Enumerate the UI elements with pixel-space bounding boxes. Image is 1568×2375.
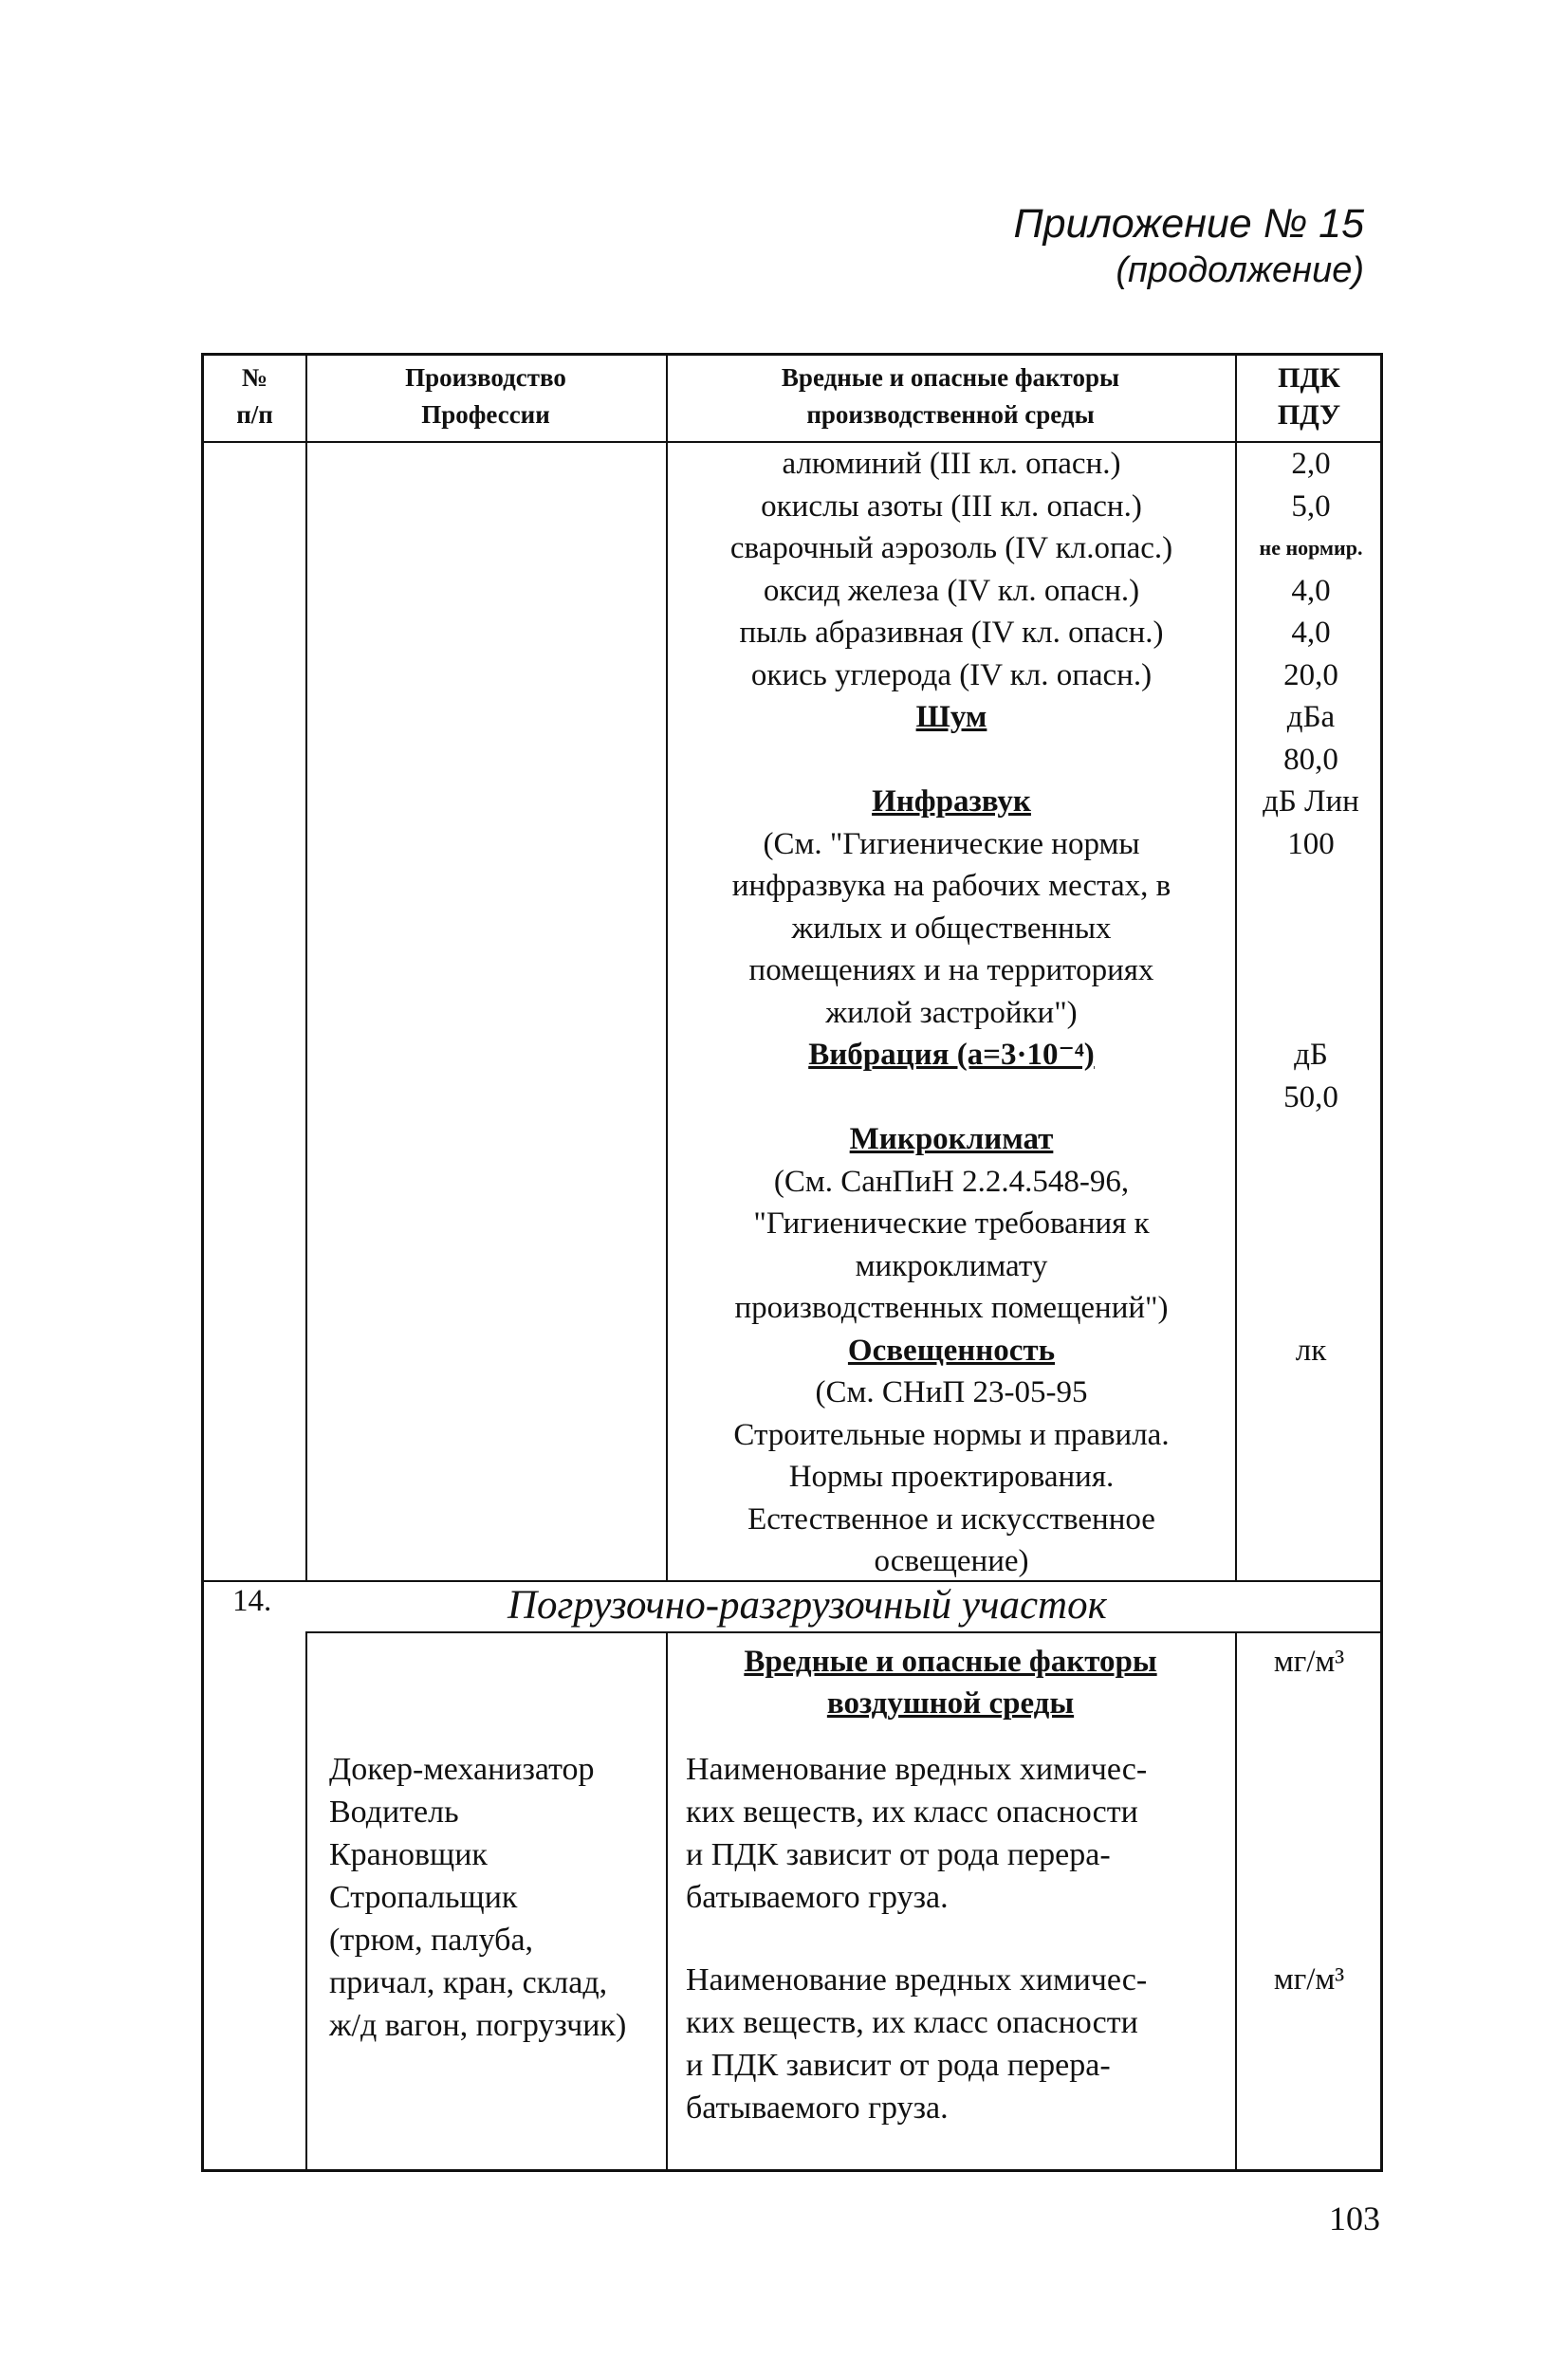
profession-item: (трюм, палуба, — [329, 1923, 534, 1958]
limit-value: дБа — [1286, 700, 1336, 734]
factor-row: производственных помещений") — [734, 1291, 1169, 1325]
limit-value: 20,0 — [1283, 657, 1338, 692]
limit-value — [1236, 1372, 1386, 1414]
factor-row: сварочный аэрозоль (IV кл.опас.) — [729, 531, 1173, 565]
note2-unit: мг/м³ — [1273, 1962, 1345, 1997]
section-number: 14. — [232, 1584, 272, 1618]
limits-column — [1236, 443, 1386, 1583]
col-divider-1 — [305, 356, 307, 1582]
limit-value: дБ — [1294, 1038, 1328, 1072]
profession-item: Водитель — [329, 1795, 459, 1830]
limit-value — [1236, 1540, 1386, 1583]
factor-row: жилой застройки") — [825, 995, 1078, 1030]
limit-value: 4,0 — [1291, 616, 1331, 650]
profession-item: Докер-механизатор — [329, 1752, 595, 1787]
header-num-line1: № — [241, 363, 268, 392]
factor-row: освещение) — [874, 1544, 1029, 1578]
limit-value: 50,0 — [1283, 1079, 1338, 1114]
factor-row: алюминий (III кл. опасн.) — [782, 447, 1121, 481]
header-profession-line1: Производство — [405, 363, 566, 392]
factor-row: (См. СНиП 23-05-95 — [815, 1375, 1088, 1409]
section-subheader-line2: воздушной среды — [826, 1686, 1075, 1721]
limit-value — [1236, 1456, 1386, 1499]
limit-value: 2,0 — [1291, 447, 1331, 481]
factor-row: (См. СанПиН 2.2.4.548-96, — [773, 1164, 1130, 1199]
header-profession — [305, 359, 666, 433]
appendix-heading — [1014, 199, 1365, 293]
factor-row: инфразвука на рабочих местах, в — [731, 869, 1171, 903]
note-line: батываемого груза. — [686, 1880, 949, 1915]
limit-value: 5,0 — [1291, 488, 1331, 524]
note-line: батываемого груза. — [686, 2090, 949, 2126]
factor-row: (См. "Гигиенические нормы — [763, 826, 1140, 861]
profession-list — [329, 1748, 626, 2047]
header-factors — [666, 359, 1235, 433]
factor-row: Нормы проектирования. — [788, 1460, 1115, 1494]
factor-row: помещениях и на территориях — [748, 953, 1154, 987]
col-divider-1b — [305, 1631, 307, 2172]
note-line: и ПДК зависит от рода перера- — [686, 2048, 1111, 2083]
limit-value — [1236, 1203, 1386, 1245]
limit-value — [1236, 1414, 1386, 1457]
factors-column — [667, 443, 1236, 1583]
factor-row: микроклимату — [855, 1248, 1048, 1283]
hazards-table — [201, 353, 1383, 2172]
factor-row: оксид железа (IV кл. опасн.) — [763, 573, 1140, 608]
limit-value: 100 — [1287, 826, 1335, 861]
section-subheader-line1: Вредные и опасные факторы — [744, 1645, 1157, 1679]
limit-value — [1236, 992, 1386, 1035]
section-title: Погрузочно-разгрузочный участок — [507, 1583, 1107, 1628]
factor-row: окислы азоты (III кл. опасн.) — [761, 488, 1142, 524]
header-num — [204, 359, 305, 433]
factor-row: пыль абразивная (IV кл. опасн.) — [739, 616, 1164, 650]
factor-row: Строительные нормы и правила. — [733, 1417, 1170, 1452]
factor-heading-vibration: Вибрация (а=3·10⁻⁴) — [808, 1038, 1095, 1072]
note-line: ких веществ, их класс опасности — [686, 1795, 1138, 1830]
note-line: Наименование вредных химичес- — [686, 1752, 1148, 1787]
limit-value — [1236, 1118, 1386, 1161]
note-line: и ПДК зависит от рода перера- — [686, 1837, 1111, 1872]
profession-item: Крановщик — [329, 1837, 488, 1872]
header-limit-line1: ПДК — [1278, 362, 1340, 394]
profession-item: ж/д вагон, погрузчик) — [329, 2008, 627, 2043]
header-limit — [1235, 359, 1383, 433]
section-subheader — [666, 1641, 1235, 1724]
chemicals-note-2 — [686, 1959, 1147, 2129]
limit-value — [1236, 949, 1386, 992]
factor-heading-noise: Шум — [915, 700, 987, 734]
limit-value — [1236, 1499, 1386, 1541]
limit-value: дБ Лин — [1263, 784, 1359, 819]
header-profession-line2: Профессии — [421, 400, 550, 429]
profession-item: Стропальщик — [329, 1880, 518, 1915]
header-factors-line1: Вредные и опасные факторы — [781, 363, 1120, 392]
limit-value — [1236, 1245, 1386, 1288]
note-line: ких веществ, их класс опасности — [686, 2005, 1138, 2040]
factor-row: жилых и общественных — [791, 911, 1112, 946]
page-number: 103 — [1329, 2200, 1380, 2237]
limit-value: 80,0 — [1283, 742, 1338, 777]
factor-row: окись углерода (IV кл. опасн.) — [750, 657, 1153, 692]
section-rule-bottom — [305, 1631, 1383, 1633]
header-limit-line2: ПДУ — [1277, 399, 1341, 431]
factor-row: "Гигиенические требования к — [753, 1206, 1150, 1241]
header-factors-line2: производственной среды — [806, 400, 1095, 429]
factor-heading-microclimate: Микроклимат — [849, 1122, 1054, 1156]
limit-value: 4,0 — [1291, 573, 1331, 608]
limit-value — [1236, 908, 1386, 950]
limit-value: не нормир. — [1259, 536, 1363, 560]
factor-row — [667, 1077, 1236, 1119]
factor-row: Естественное и искусственное — [747, 1501, 1155, 1537]
appendix-title: Приложение № 15 — [1013, 201, 1364, 247]
limit-value: лк — [1295, 1333, 1327, 1368]
limit-value — [1236, 1287, 1386, 1330]
limit-value — [1236, 1161, 1386, 1204]
factor-row — [667, 739, 1236, 782]
appendix-subtitle: (продолжение) — [1116, 250, 1364, 291]
header-num-line2: п/п — [236, 400, 273, 429]
profession-item: причал, кран, склад, — [329, 1965, 608, 2000]
section-subheader-unit: мг/м³ — [1273, 1645, 1345, 1679]
chemicals-note-1 — [686, 1748, 1147, 1919]
factor-heading-infrasound: Инфразвук — [872, 784, 1031, 819]
limit-value — [1236, 865, 1386, 908]
col-divider-3b — [1235, 1631, 1237, 2172]
factor-heading-lighting: Освещенность — [847, 1333, 1056, 1368]
note-line: Наименование вредных химичес- — [686, 1962, 1148, 1998]
